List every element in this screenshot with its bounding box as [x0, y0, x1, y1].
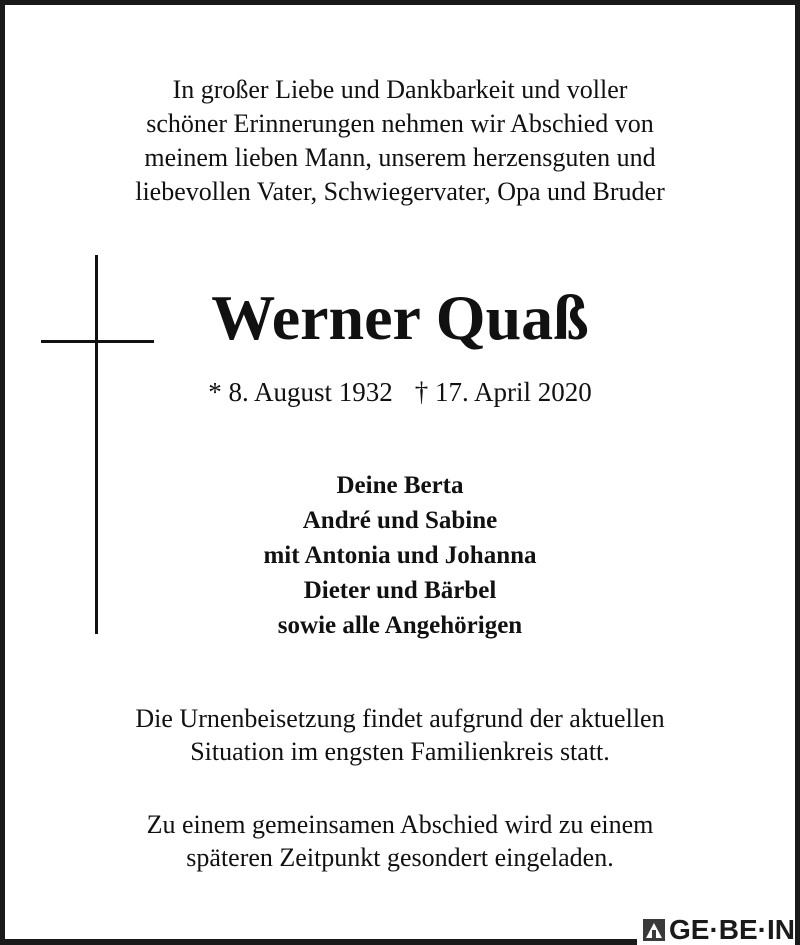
intro-line: meinem lieben Mann, unserem herzensguten und — [144, 143, 656, 172]
publisher-logo — [637, 915, 795, 945]
logo-text: GE·BE·IN — [669, 914, 795, 945]
mourner-line: Deine Berta — [336, 472, 464, 499]
deceased-name: Werner Quaß — [211, 282, 589, 353]
death-date: † 17. April 2020 — [414, 377, 592, 407]
intro-line: liebevollen Vater, Schwiegervater, Opa und Bruder — [135, 177, 665, 206]
intro-line: schöner Erinnerungen nehmen wir Abschied von — [146, 109, 654, 138]
mourner-line: Dieter und Bärbel — [303, 577, 497, 604]
notice-line: Zu einem gemeinsamen Abschied wird zu einem — [146, 810, 654, 839]
life-dates — [0, 375, 800, 409]
notice-line: späteren Zeitpunkt gesondert eingeladen. — [186, 843, 614, 872]
intro-text — [0, 73, 800, 209]
birth-date: * 8. August 1932 — [208, 377, 393, 407]
farewell-notice — [0, 808, 800, 874]
burial-notice — [0, 702, 800, 768]
mourners-list — [0, 468, 800, 643]
mourner-line: sowie alle Angehörigen — [277, 612, 523, 639]
notice-line: Situation im engsten Familienkreis statt. — [190, 737, 610, 766]
mourner-line: André und Sabine — [302, 507, 498, 534]
intro-line: In großer Liebe und Dankbarkeit und voller — [172, 75, 628, 104]
notice-line: Die Urnenbeisetzung findet aufgrund der aktuellen — [135, 704, 665, 733]
gebein-logo-icon — [643, 919, 665, 941]
mourner-line: mit Antonia und Johanna — [263, 542, 537, 569]
